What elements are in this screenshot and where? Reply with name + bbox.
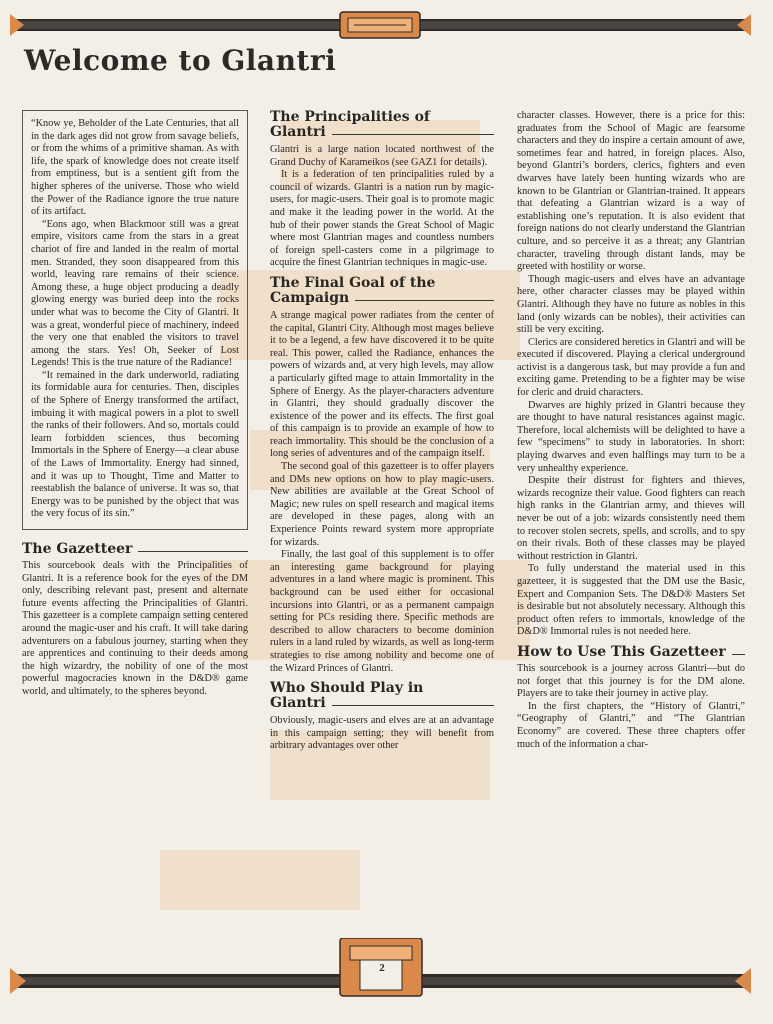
classes-paragraph: Though magic-users and elves have an advantage here, other character classes may be played within Glantri. Although they have no future as nobles in this land (only wizards can be nobles), their activities can still be very exciting. <box>517 273 745 336</box>
final-goal-paragraph: Finally, the last goal of this supplement is to offer an interesting game background for playing adventures in a land where magic is prominent. This background can be used either for occasional incursions into Glantri, or as a permanent campaign setting for PCs residing there. Specific methods are described to allow characters to become dominion rulers in a land ruled by wizards, as well as long-term strategies to rise among nobility and become one of the Wizard Princes of Glantri. <box>270 549 494 674</box>
heading-text: The Gazetteer <box>22 541 133 557</box>
classes-paragraph: Dwarves are highly prized in Glantri because they are thought to have natural resistances against magic. Therefore, local alchemists will be delighted to have a few “specimens” to study in laboratories. In short: playing dwarves and even halflings may turn to be a very unhealthy experience. <box>517 399 745 474</box>
quote-paragraph: “Know ye, Beholder of the Late Centuries, that all in the dark ages did not grow from savage beliefs, or from the whims of a primitive shaman. As with life, the spark of knowledge does not create itself from emptiness, but is a sentient gift from the higher spheres of the universe. Those who wield the Power of the Radiance ignore the true nature of its artifact. <box>31 118 239 218</box>
principalities-paragraph: It is a federation of ten principalities ruled by a council of wizards. Glantri is a nation run by magic-users, for magic-users. Their goal is to promote magic and make it the leading power in the world. At the hub of their power stands the Great School of Magic where most Glantrian mages and countless numbers of foreign spell-casters come in a pilgrimage to acquire the finest Glantrian techniques in magic-use. <box>270 169 494 269</box>
heading-rule <box>355 300 494 301</box>
section-heading-gazetteer <box>22 542 248 557</box>
heading-text: Glantri <box>270 695 326 712</box>
heading-rule <box>138 551 248 552</box>
heading-text: The Principalities of <box>270 109 430 125</box>
column-right <box>517 110 745 751</box>
how-to-use-paragraph: This sourcebook is a journey across Glantri—but do not forget that this journey is for the DM alone. Players are to take their journey in active play. <box>517 662 745 700</box>
page-title: Welcome to Glantri <box>24 44 337 77</box>
column-middle <box>270 110 494 753</box>
heading-rule <box>332 705 494 706</box>
column-left <box>22 110 248 699</box>
top-decorative-border <box>10 10 751 40</box>
heading-text: Who Should Play in <box>270 680 424 697</box>
who-should-play-paragraph: Obviously, magic-users and elves are at an advantage in this campaign setting; they will benefit from arbitrary advantages over other <box>270 715 494 752</box>
quote-paragraph: “Eons ago, when Blackmoor still was a great empire, visitors came from the stars in a great chariot of fire and landed in the realm of mortal men. Stranded, they soon disappeared from this world, leaving rare remains of their science. Among these, a huge object producing a deadly glowing energy was buried deep into the rocks under what was to become the City of Glantri. It was a great, wonderful piece of machinery, indeed the very one that enabled the visitors to travel among the stars. Yes! Oh, Seeker of Lost Legends! This is the true nature of the Radiance! <box>31 218 239 369</box>
heading-text: Campaign <box>270 289 350 306</box>
heading-rule <box>732 654 745 655</box>
principalities-paragraph: Glantri is a large nation located northwest of the Grand Duchy of Karameikos (see GAZ1 for details). <box>270 144 494 168</box>
how-to-use-paragraph: In the first chapters, the “History of Glantri,” “Geography of Glantri,” and “The Glantrian Economy” are covered. These three chapters offer much of the information a char- <box>517 700 745 750</box>
classes-paragraph: Clerics are considered heretics in Glantri and will be executed if discovered. Playing a clerical underground activist is a dangerous task, but may provide a fun and exciting game. Pretending to be a fighter may be wise for cleric and druid characters. <box>517 336 745 399</box>
heading-text: The Final Goal of the <box>270 274 436 291</box>
final-goal-paragraph: The second goal of this gazetteer is to offer players and DMs new options on how to play magic-users. New abilities are available at the Great School of Magic; new rules on spell research and magical items are developed in these pages, along with an Experience Points reward system more appropriate for wizards. <box>270 461 494 548</box>
quote-box <box>22 110 248 530</box>
section-heading-principalities <box>270 110 494 140</box>
final-goal-paragraph: A strange magical power radiates from the center of the capital, Glantri City. Although most mages believe it to be a legend, a few have discovered it to be quite real. This power, called the Radiance, enhances the powers of wizards and, at very high levels, may allow a particularly gifted mage to attain Immortality in the Sphere of Energy. As the player-characters adventure in Glantri, they should gradually discover the existence of the power and its effects. The first goal of this campaign is to provide an example of how to reach immortality. This should be the conclusion of a long series of adventures and of the campaign itself. <box>270 309 494 460</box>
heading-text: Glantri <box>270 124 326 140</box>
heading-text: How to Use This Gazetteer <box>517 643 726 660</box>
page-number: 2 <box>379 962 385 974</box>
section-heading-who-should-play <box>270 681 494 711</box>
gazetteer-paragraph: This sourcebook deals with the Principalities of Glantri. It is a reference book for the eyes of the DM only, describing relevant past, present and alternate future events affecting the Principalities of Glantri. This gazetteer is a complete campaign setting centered around the magic-user and his craft. It will take daring adventurers on a fabulous journey, starting when they are apprentices and continuing to their deeds among the high wizardry, the nobility of one of the most powerful magocracies known in the D&D® game world, and ultimately, to the spheres beyond. <box>22 560 248 697</box>
classes-paragraph: Despite their distrust for fighters and thieves, wizards recognize their value. Good fighters can reach high ranks in the Glantrian army, and thieves will never be out of a job: wizards consistently need them to recover stolen secrets, spells, and scrolls, and to spy on their rivals. Both of these classes may be played without restriction in Glantri. <box>517 475 745 562</box>
quote-paragraph: “It remained in the dark underworld, radiating its formidable aura for centuries. Then, disciples of the Sphere of Energy transformed the artifact, imbuing it with magical powers in a plot to swell the ranks of their followers. And so, mortals could learn forbidden sciences, thus becoming Immortals in the Sphere of Energy—a clear abuse of the Laws of Immortality. Energy had sinned, and it was up to Thought, Time and Matter to reestablish the balance of universe. It was so, that Energy was to be punished by the object that was the very focus of its sin.” <box>31 369 239 520</box>
heading-rule <box>332 134 494 135</box>
classes-paragraph: To fully understand the material used in this gazetteer, it is suggested that the DM use the Basic, Expert and Companion Sets. The D&D® Masters Set is desirable but not absolutely necessary. Although this product often refers to immortals, knowledge of the D&D® Immortal rules is not needed here. <box>517 563 745 638</box>
section-heading-how-to-use <box>517 645 745 660</box>
classes-paragraph: character classes. However, there is a price for this: graduates from the School of Magic are fearsome characters and they do inspire a certain amount of awe, sometimes fear and hatred, in foreign places. Also, beyond Glantri’s borders, clerics, fighters and even dwarves have lately been hunting wizards who are known to be Glantrian or Glantrian-trained. It appears that defeating a Glantrian wizard is a way of establishing one’s reputation. It is also evident that foreign nations do not clearly understand the Glantrian culture, and so perceive it as a threat; any Glantrian character, traveling through distant lands, may be greeted with hostility or worse. <box>517 110 745 273</box>
section-heading-final-goal <box>270 276 494 306</box>
